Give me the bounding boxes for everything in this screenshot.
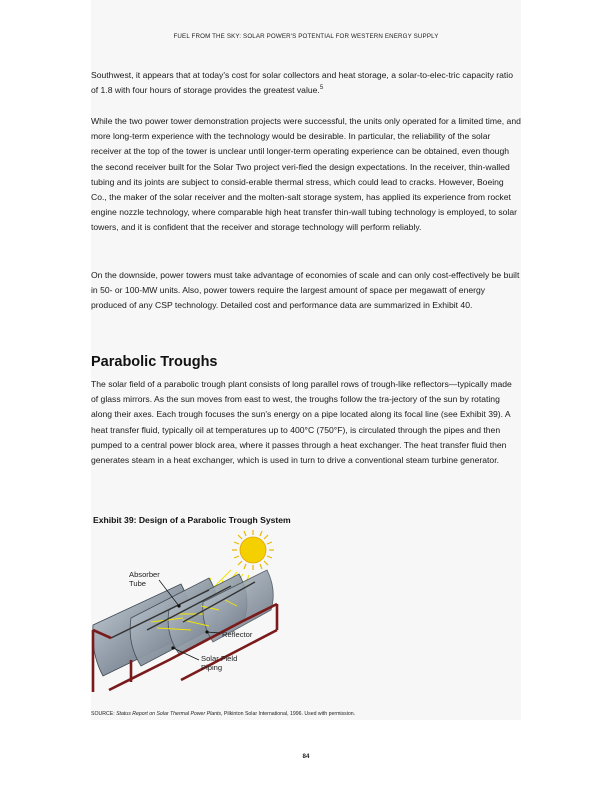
exhibit-title: Exhibit 39: Design of a Parabolic Trough System: [93, 515, 291, 525]
reflector-leader-dot: [205, 630, 208, 633]
section-heading: Parabolic Troughs: [91, 354, 218, 370]
reflector-label: Reflector: [222, 630, 253, 639]
trough-illustration: [91, 530, 391, 700]
reflector-rows: [93, 570, 274, 676]
paragraph-1-text: Southwest, it appears that at today's cost for solar collectors and heat storage, a solar-to-elec-tric capacity ratio of 1.8 with four hours of storage provides the greatest value.: [91, 70, 513, 96]
sun-icon: [232, 530, 274, 570]
source-title: Status Report on Solar Thermal Power Plants: [116, 711, 222, 717]
source-suffix: , Pilkinton Solar International, 1996. Used with permission.: [221, 711, 356, 717]
figure-source: [91, 711, 355, 717]
source-prefix: SOURCE:: [91, 711, 117, 717]
page-number: 84: [302, 753, 310, 760]
piping-label-line1: Solar Field: [201, 654, 238, 663]
running-head: FUEL FROM THE SKY: SOLAR POWER'S POTENTIAL FOR WESTERN ENERGY SUPPLY: [173, 33, 439, 40]
footnote-marker[interactable]: 5: [319, 85, 324, 92]
absorber-label-line1: Absorber: [129, 570, 160, 579]
paragraph-2: While the two power tower demonstration projects were successful, the units only operated for a limited time, and more long-term experience with the technology would be desirable. In particular, the reliability of the solar receiver at the top of the tower is unclear until longer-term operating experience can be obtained, even though the second receiver built for the Solar Two project veri-fied the design expectations. In the receiver, thin-walled tubing and its joints are subject to consid-erable thermal stress, which could lead to cracks. However, Boeing Co., the maker of the solar receiver and the molten-salt storage system, has applied its experience from rocket engine nozzle technology, where comparable high heat transfer thin-wall tubing technology is employed, to solar towers, and it is confident that the receiver and storage technology will perform reliably.: [91, 116, 521, 233]
paragraph-3: On the downside, power towers must take advantage of economies of scale and can only cost-effectively be built in 50- or 100-MW units. Also, power towers require the largest amount of space per megawatt of energy produced of any CSP technology. Detailed cost and performance data are summarized in Exhibit 40.: [91, 270, 520, 311]
paragraph-4: The solar field of a parabolic trough plant consists of long parallel rows of trough-like reflectors—typically made of glass mirrors. As the sun moves from east to west, the troughs follow the tra-jectory of the sun by rotating along their axes. Each trough focuses the sun's energy on a pipe located along its focal line (see Exhibit 39). A heat transfer fluid, typically oil at temperatures up to 400°C (750°F), is circulated through the pipes and then pumped to a central power block area, where it passes through a heat exchanger. The heat transfer fluid then generates steam in a heat exchanger, which is used in turn to drive a conventional steam turbine generator.: [91, 379, 512, 466]
piping-leader-dot: [171, 646, 174, 649]
piping-label-line2: Piping: [201, 663, 223, 672]
parabolic-trough-figure: [91, 530, 391, 700]
absorber-tube-label: [129, 570, 160, 588]
solar-field-piping-label: [201, 654, 237, 672]
paragraph-1: [91, 68, 521, 98]
absorber-leader-dot: [177, 604, 180, 607]
absorber-label-line2: Tube: [129, 579, 147, 588]
